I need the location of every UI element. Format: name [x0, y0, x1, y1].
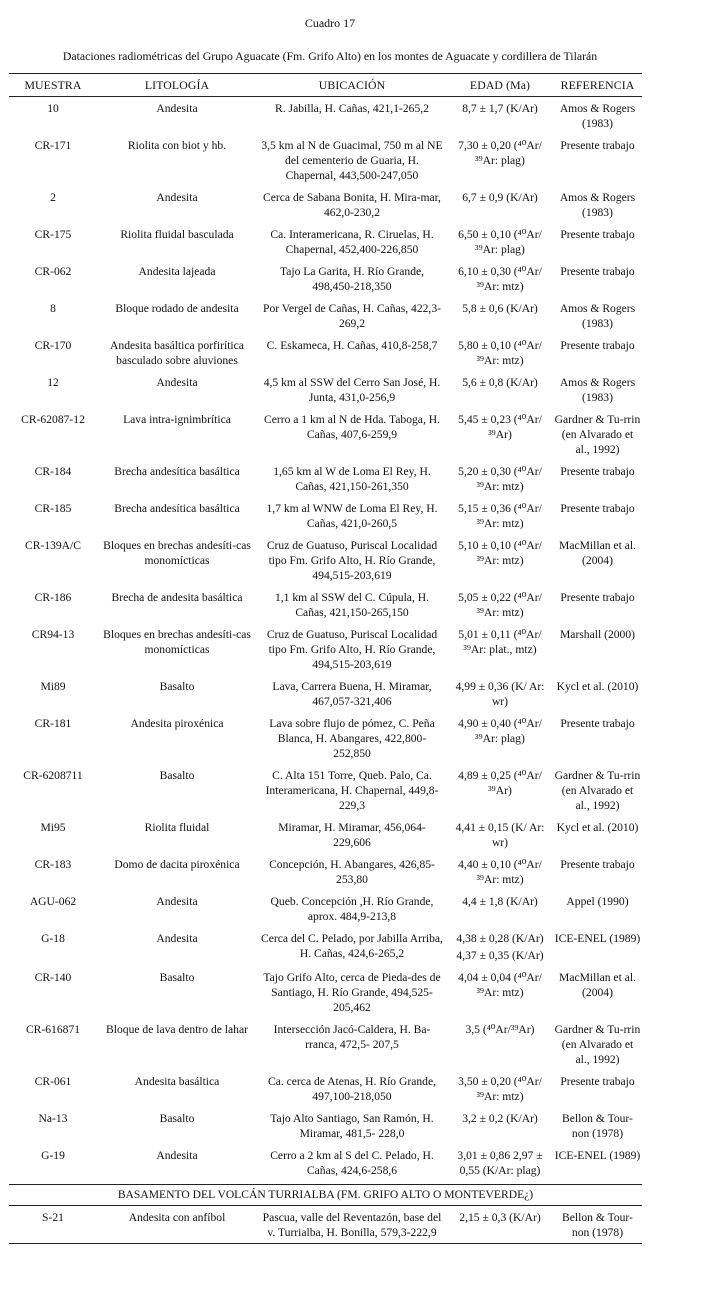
- cell-referencia: Kycl et al. (2010): [556, 680, 639, 693]
- cell-litologia: Basalto: [159, 680, 195, 693]
- table-row: [9, 893, 642, 930]
- cell-referencia: MacMillan et al. (2004): [559, 539, 636, 567]
- cell-muestra: CR-170: [34, 339, 72, 352]
- cell-referencia: MacMillan et al. (2004): [559, 971, 636, 999]
- cell-muestra: 12: [47, 376, 59, 389]
- cell-edad: 6,50 ± 0,10 (⁴⁰Ar/³⁹Ar: plag): [458, 228, 542, 256]
- cell-ubicacion: Queb. Concepción ,H. Río Grande, aprox. 484,9-213,8: [270, 895, 434, 923]
- cell-muestra: CR-171: [34, 139, 72, 152]
- cell-ubicacion: Pascua, valle del Reventazón, base del v. Turrialba, H. Bonilla, 579,3-222,9: [262, 1211, 442, 1239]
- cell-referencia: ICE-ENEL (1989): [554, 1149, 641, 1162]
- cell-litologia: Andesita: [156, 932, 198, 945]
- table-row: [9, 226, 642, 263]
- cell-ubicacion: Miramar, H. Miramar, 456,064-229,606: [278, 821, 426, 849]
- table-row: [9, 930, 642, 969]
- cell-referencia: Amos & Rogers (1983): [559, 102, 636, 130]
- cell-edad: 4,99 ± 0,36 (K/ Ar: wr): [455, 680, 545, 708]
- table-row: [9, 300, 642, 337]
- cell-ubicacion: 1,7 km al WNW de Loma El Rey, H. Cañas, 421,0-260,5: [266, 502, 438, 530]
- cell-ubicacion: Cruz de Guatuso, Puriscal Localidad tipo Fm. Grifo Alto, H. Río Grande, 494,515-203,619: [266, 628, 438, 671]
- cell-muestra: CR-181: [34, 717, 72, 730]
- cell-litologia: Domo de dacita piroxénica: [114, 858, 240, 871]
- cell-edad: 6,10 ± 0,30 (⁴⁰Ar/³⁹Ar: mtz): [458, 265, 542, 293]
- cell-ubicacion: Tajo Grifo Alto, cerca de Pieda-des de Santiago, H. Río Grande, 494,525-205,462: [263, 971, 441, 1014]
- table-row: [9, 263, 642, 300]
- table-row: [9, 1110, 642, 1147]
- cell-edad: 2,15 ± 0,3 (K/Ar): [459, 1211, 541, 1224]
- cell-muestra: CR-139A/C: [24, 539, 82, 552]
- cell-litologia: Brecha de andesita basáltica: [111, 591, 243, 604]
- cell-muestra: CR-140: [34, 971, 72, 984]
- table-row: [9, 189, 642, 226]
- cell-ubicacion: 1,65 km al W de Loma El Rey, H. Cañas, 421,150-261,350: [273, 465, 431, 493]
- cell-edad: 3,5 (⁴⁰Ar/³⁹Ar): [465, 1023, 535, 1036]
- table-row: [9, 715, 642, 767]
- cell-litologia: Andesita lajeada: [138, 265, 216, 278]
- cell-litologia: Bloques en brechas andesíti-cas monomícticas: [103, 539, 251, 567]
- cell-edad: 3,01 ± 0,86 2,97 ± 0,55 (K/Ar: plag): [457, 1149, 543, 1177]
- cell-edad: 4,90 ± 0,40 (⁴⁰Ar/³⁹Ar: plag): [458, 717, 542, 745]
- cell-edad: 4,4 ± 1,8 (K/Ar): [462, 895, 538, 908]
- table-row: [9, 678, 642, 715]
- cell-ubicacion: Ca. Interamericana, R. Ciruelas, H. Chapernal, 452,400-226,850: [270, 228, 434, 256]
- cell-muestra: G-18: [41, 932, 65, 945]
- cell-edad: 5,45 ± 0,23 (⁴⁰Ar/³⁹Ar): [458, 413, 542, 441]
- cell-ubicacion: C. Alta 151 Torre, Queb. Palo, Ca. Interamericana, H. Chapernal, 449,8-229,3: [265, 769, 439, 812]
- cell-litologia: Riolita fluidal: [144, 821, 210, 834]
- cell-edad-value: 4,38 ± 0,28 (K/Ar): [456, 932, 544, 945]
- table-row: [9, 589, 642, 626]
- cell-edad: 5,01 ± 0,11 (⁴⁰Ar/³⁹Ar: plat., mtz): [458, 628, 542, 656]
- cell-litologia: Andesita piroxénica: [130, 717, 224, 730]
- cell-edad: 5,8 ± 0,6 (K/Ar): [462, 302, 538, 315]
- header-muestra: MUESTRA: [24, 78, 82, 92]
- cell-ubicacion: Lava, Carrera Buena, H. Miramar, 467,057-321,406: [272, 680, 432, 708]
- table-row: [9, 856, 642, 893]
- cell-muestra: CR-6208711: [23, 769, 83, 782]
- cell-referencia: Presente trabajo: [560, 265, 635, 278]
- cell-ubicacion: 3,5 km al N de Guacimal, 750 m al NE del cementerio de Guaria, H. Chapernal, 443,500-247,050: [261, 139, 443, 182]
- cell-muestra: Na-13: [38, 1112, 68, 1125]
- cell-muestra: Mi95: [40, 821, 66, 834]
- table-row: [9, 1073, 642, 1110]
- table-row: [9, 537, 642, 589]
- cell-edad: 6,7 ± 0,9 (K/Ar): [462, 191, 538, 204]
- cell-litologia: Lava intra-ignimbrítica: [123, 413, 231, 426]
- cell-litologia: Andesita basáltica: [134, 1075, 220, 1088]
- cell-ubicacion: Cerca de Sabana Bonita, H. Mira-mar, 462,0-230,2: [263, 191, 441, 219]
- cell-referencia: Amos & Rogers (1983): [559, 302, 636, 330]
- cell-litologia: Brecha andesítica basáltica: [114, 465, 240, 478]
- cell-referencia: Presente trabajo: [560, 139, 635, 152]
- cell-litologia: Bloque de lava dentro de lahar: [106, 1023, 248, 1036]
- table-caption-title: Dataciones radiométricas del Grupo Aguacate (Fm. Grifo Alto) en los montes de Aguacate y cordillera de Tilarán: [62, 49, 598, 63]
- cell-referencia: Presente trabajo: [560, 465, 635, 478]
- table-row: [9, 767, 642, 819]
- cell-edad: 7,30 ± 0,20 (⁴⁰Ar/³⁹Ar: plag): [458, 139, 542, 167]
- cell-muestra: CR-175: [34, 228, 72, 241]
- cell-referencia: ICE-ENEL (1989): [554, 932, 641, 945]
- cell-muestra: CR-062: [34, 265, 72, 278]
- cell-muestra: CR-186: [34, 591, 72, 604]
- cell-referencia: Presente trabajo: [560, 858, 635, 871]
- cell-edad: 5,80 ± 0,10 (⁴⁰Ar/³⁹Ar: mtz): [458, 339, 542, 367]
- header-ubicacion: UBICACIÓN: [318, 78, 386, 92]
- cell-ubicacion: Lava sobre flujo de pómez, C. Peña Blanca, H. Abangares, 422,800-252,850: [269, 717, 435, 760]
- cell-muestra: CR-616871: [25, 1023, 81, 1036]
- cell-edad: 4,40 ± 0,10 (⁴⁰Ar/³⁹Ar: mtz): [458, 858, 542, 886]
- cell-muestra: CR-62087-12: [21, 413, 85, 426]
- cell-edad: 5,20 ± 0,30 (⁴⁰Ar/³⁹Ar: mtz): [458, 465, 542, 493]
- table-caption-number: Cuadro 17: [304, 16, 356, 30]
- section-heading-row: [9, 1185, 642, 1206]
- cell-edad: 5,15 ± 0,36 (⁴⁰Ar/³⁹Ar: mtz): [458, 502, 542, 530]
- cell-litologia: Bloques en brechas andesíti-cas monomícticas: [103, 628, 251, 656]
- header-referencia: REFERENCIA: [560, 78, 635, 92]
- table-row: [9, 969, 642, 1021]
- cell-edad: 8,7 ± 1,7 (K/Ar): [462, 102, 538, 115]
- cell-litologia: Basalto: [159, 769, 195, 782]
- cell-litologia: Bloque rodado de andesita: [115, 302, 239, 315]
- cell-litologia: Andesita: [156, 102, 198, 115]
- cell-litologia: Andesita: [156, 895, 198, 908]
- cell-edad: 5,6 ± 0,8 (K/Ar): [462, 376, 538, 389]
- cell-edad: 4,89 ± 0,25 (⁴⁰Ar/³⁹Ar): [458, 769, 542, 797]
- cell-edad: 3,50 ± 0,20 (⁴⁰Ar/³⁹Ar: mtz): [458, 1075, 542, 1103]
- cell-ubicacion: Tajo Alto Santiago, San Ramón, H. Miramar, 481,5- 228,0: [270, 1112, 434, 1140]
- cell-ubicacion: Cerro a 1 km al N de Hda. Taboga, H. Cañas, 407,6-259,9: [263, 413, 441, 441]
- cell-referencia: Bellon & Tour-non (1978): [562, 1112, 633, 1140]
- dating-table: [9, 73, 642, 1244]
- cell-referencia: Presente trabajo: [560, 591, 635, 604]
- cell-ubicacion: Intersección Jacó-Caldera, H. Ba-rranca, 472,5- 207,5: [273, 1023, 431, 1051]
- table-row: [9, 97, 642, 138]
- cell-referencia: Gardner & Tu-rrin (en Alvarado et al., 1992): [554, 769, 641, 812]
- cell-litologia: Andesita: [156, 1149, 198, 1162]
- table-row: [9, 1147, 642, 1185]
- table-row: [9, 500, 642, 537]
- cell-ubicacion: Cerro a 2 km al S del C. Pelado, H. Cañas, 424,6-258,6: [270, 1149, 434, 1177]
- table-row: [9, 1206, 642, 1244]
- cell-litologia: Brecha andesítica basáltica: [114, 502, 240, 515]
- cell-ubicacion: 1,1 km al SSW del C. Cúpula, H. Cañas, 421,150-265,150: [274, 591, 430, 619]
- cell-referencia: Presente trabajo: [560, 717, 635, 730]
- cell-litologia: Riolita con biot y hb.: [127, 139, 227, 152]
- cell-ubicacion: R. Jabilla, H. Cañas, 421,1-265,2: [275, 102, 429, 115]
- cell-ubicacion: 4,5 km al SSW del Cerro San José, H. Junta, 431,0-256,9: [263, 376, 441, 404]
- cell-litologia: Riolita fluidal basculada: [120, 228, 234, 241]
- cell-referencia: Gardner & Tu-rrin (en Alvarado et al., 1992): [554, 413, 641, 456]
- cell-litologia: Andesita: [156, 376, 198, 389]
- cell-muestra: S-21: [42, 1211, 64, 1224]
- cell-muestra: 2: [50, 191, 56, 204]
- cell-referencia: Bellon & Tour-non (1978): [562, 1211, 633, 1239]
- table-row: [9, 137, 642, 189]
- cell-litologia: Andesita: [156, 191, 198, 204]
- cell-referencia: Presente trabajo: [560, 502, 635, 515]
- cell-referencia: Gardner & Tu-rrin (en Alvarado et al., 1992): [554, 1023, 641, 1066]
- cell-referencia: Appel (1990): [566, 895, 629, 908]
- cell-edad: [447, 930, 553, 969]
- header-litologia: LITOLOGÍA: [144, 78, 210, 92]
- section-heading: BASAMENTO DEL VOLCÁN TURRIALBA (FM. GRIFO ALTO O MONTEVERDE¿): [9, 1185, 642, 1206]
- cell-ubicacion: C. Eskameca, H. Cañas, 410,8-258,7: [266, 339, 438, 352]
- cell-edad: 4,04 ± 0,04 (⁴⁰Ar/³⁹Ar: mtz): [458, 971, 542, 999]
- cell-ubicacion: Ca. cerca de Atenas, H. Río Grande, 497,100-218,050: [267, 1075, 437, 1103]
- cell-referencia: Amos & Rogers (1983): [559, 191, 636, 219]
- cell-referencia: Presente trabajo: [560, 339, 635, 352]
- cell-muestra: Mi89: [40, 680, 66, 693]
- cell-edad: 4,41 ± 0,15 (K/ Ar: wr): [455, 821, 545, 849]
- cell-edad: 5,10 ± 0,10 (⁴⁰Ar/³⁹Ar: mtz): [458, 539, 542, 567]
- table-row: [9, 411, 642, 463]
- cell-referencia: Presente trabajo: [560, 228, 635, 241]
- table-body: [9, 97, 642, 1244]
- cell-litologia: Andesita con anfíbol: [128, 1211, 226, 1224]
- cell-litologia: Basalto: [159, 971, 195, 984]
- cell-muestra: CR-061: [34, 1075, 72, 1088]
- cell-referencia: Presente trabajo: [560, 1075, 635, 1088]
- cell-ubicacion: Cerca del C. Pelado, por Jabilla Arriba, H. Cañas, 424,6-265,2: [261, 932, 443, 960]
- header-row: [9, 74, 642, 97]
- cell-litologia: Basalto: [159, 1112, 195, 1125]
- cell-edad-extra: 4,37 ± 0,35 (K/Ar): [456, 949, 544, 962]
- cell-muestra: G-19: [41, 1149, 65, 1162]
- header-edad: EDAD (Ma): [469, 78, 531, 92]
- cell-ubicacion: Cruz de Guatuso, Puriscal Localidad tipo Fm. Grifo Alto, H. Río Grande, 494,515-203,619: [266, 539, 438, 582]
- table-row: [9, 1021, 642, 1073]
- cell-muestra: CR-183: [34, 858, 72, 871]
- cell-muestra: CR-184: [34, 465, 72, 478]
- cell-muestra: AGU-062: [29, 895, 77, 908]
- table-row: [9, 337, 642, 374]
- cell-ubicacion: Por Vergel de Cañas, H. Cañas, 422,3-269,2: [263, 302, 441, 330]
- cell-muestra: 8: [50, 302, 56, 315]
- cell-ubicacion: Tajo La Garita, H. Río Grande, 498,450-218,350: [279, 265, 425, 293]
- cell-muestra: 10: [47, 102, 59, 115]
- table-row: [9, 463, 642, 500]
- cell-ubicacion: Concepción, H. Abangares, 426,85-253,80: [269, 858, 435, 886]
- cell-referencia: Kycl et al. (2010): [556, 821, 639, 834]
- cell-edad: 5,05 ± 0,22 (⁴⁰Ar/³⁹Ar: mtz): [458, 591, 542, 619]
- table-row: [9, 374, 642, 411]
- cell-muestra: CR-185: [34, 502, 72, 515]
- cell-muestra: CR94-13: [31, 628, 75, 641]
- cell-litologia: Andesita basáltica porfirítica basculado sobre aluviones: [110, 339, 244, 367]
- cell-referencia: Amos & Rogers (1983): [559, 376, 636, 404]
- table-row: [9, 626, 642, 678]
- cell-referencia: Marshall (2000): [559, 628, 636, 641]
- cell-edad: 3,2 ± 0,2 (K/Ar): [462, 1112, 538, 1125]
- table-row: [9, 819, 642, 856]
